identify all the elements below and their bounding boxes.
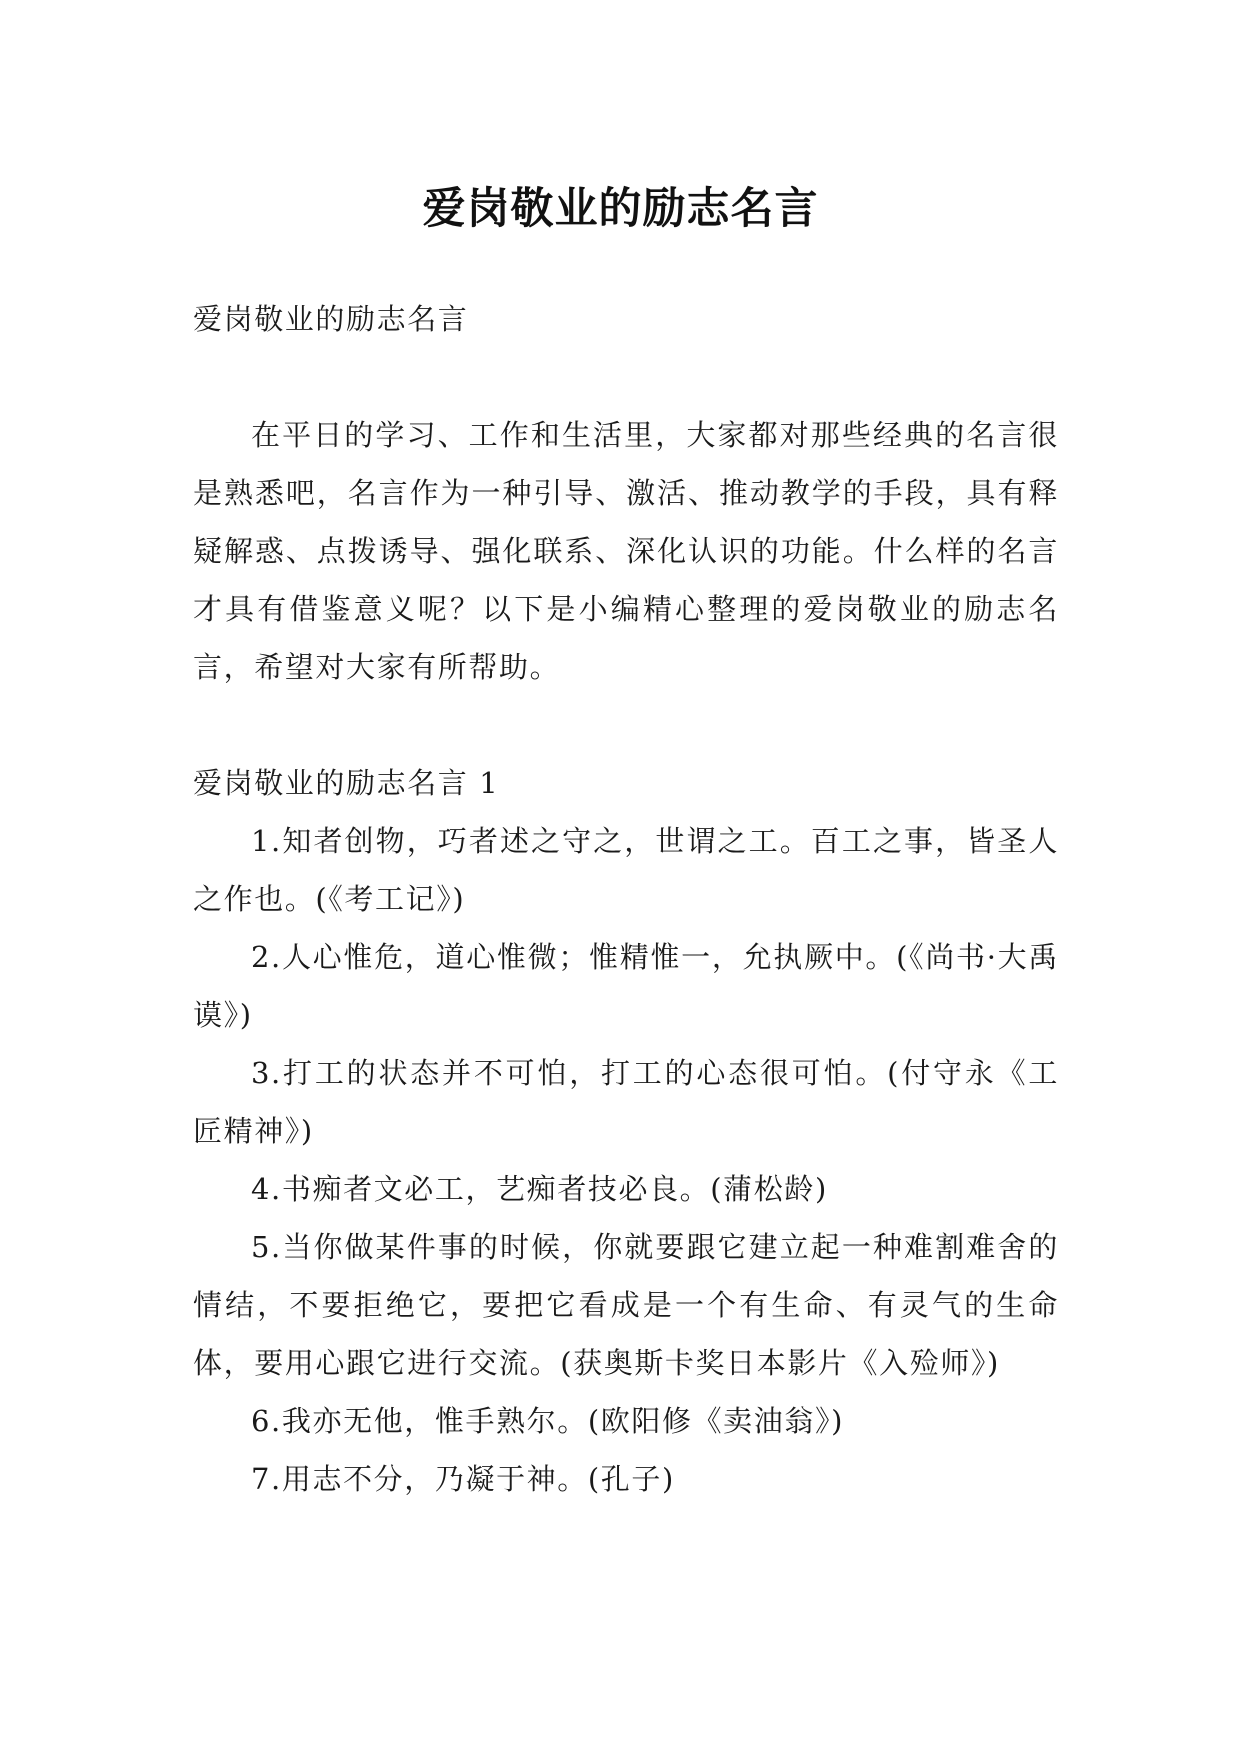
quote-item-2: 2.人心惟危，道心惟微；惟精惟一，允执厥中。(《尚书·大禹谟》) (193, 940, 1059, 1032)
document-body (193, 290, 1059, 1508)
document-subtitle: 爱岗敬业的励志名言 (193, 302, 469, 336)
quote-item-5: 5.当你做某件事的时候，你就要跟它建立起一种难割难舍的情结，不要拒绝它，要把它看成是一个有生命、有灵气的生命体，要用心跟它进行交流。(获奥斯卡奖日本影片《入殓师》) (193, 1230, 1059, 1380)
quote-item-7: 7.用志不分，乃凝于神。(孔子) (251, 1462, 675, 1496)
section-heading: 爱岗敬业的励志名言 1 (193, 766, 500, 800)
intro-paragraph: 在平日的学习、工作和生活里，大家都对那些经典的名言很是熟悉吧，名言作为一种引导、激活、推动教学的手段，具有释疑解惑、点拨诱导、强化联系、深化认识的功能。什么样的名言才具有借鉴意义呢？以下是小编精心整理的爱岗敬业的励志名言，希望对大家有所帮助。 (193, 418, 1059, 684)
quote-item-1: 1.知者创物，巧者述之守之，世谓之工。百工之事，皆圣人之作也。(《考工记》) (193, 824, 1059, 916)
document-title: 爱岗敬业的励志名言 (422, 183, 819, 234)
quote-item-4: 4.书痴者文必工，艺痴者技必良。(蒲松龄) (251, 1172, 828, 1206)
quote-item-3: 3.打工的状态并不可怕，打工的心态很可怕。(付守永《工匠精神》) (193, 1056, 1059, 1148)
quote-item-6: 6.我亦无他，惟手熟尔。(欧阳修《卖油翁》) (251, 1404, 844, 1438)
